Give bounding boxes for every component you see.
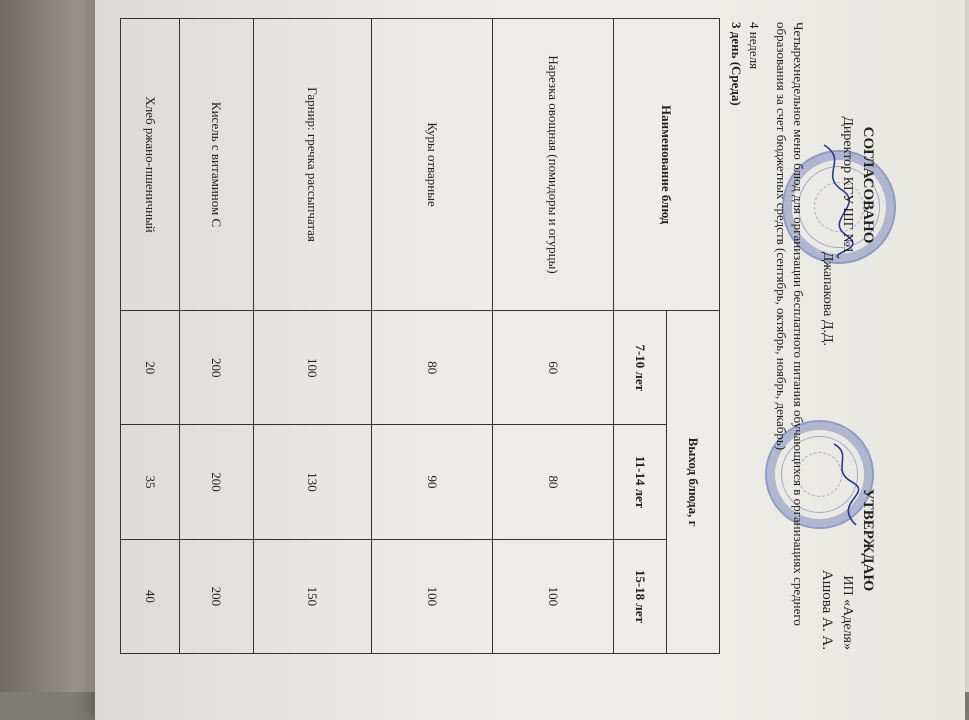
portion-output-header: Выход блюда, г bbox=[666, 311, 719, 654]
director-title: Директор КГУ ШГ №1 bbox=[840, 116, 855, 254]
dish-name: Кисель с витамином С bbox=[180, 19, 254, 311]
age-group-header: 11-14 лет bbox=[613, 425, 666, 539]
company-name: ИП «Аделя» bbox=[840, 575, 855, 650]
director-name: Джапакова Д.Д. bbox=[820, 251, 835, 346]
table-row bbox=[253, 19, 371, 654]
dish-name: Гарнир: гречка рассыпчатая bbox=[253, 19, 371, 311]
day-label: 3 день (Среда) bbox=[729, 22, 744, 106]
portion-value: 35 bbox=[121, 425, 180, 539]
menu-document bbox=[22, 10, 882, 660]
portion-value: 200 bbox=[180, 311, 254, 425]
table-row bbox=[371, 19, 492, 654]
table-row bbox=[492, 19, 613, 654]
portion-value: 150 bbox=[253, 539, 371, 653]
week-label: 4 неделя bbox=[747, 22, 762, 70]
approver-name: Ашова А. А. bbox=[819, 569, 835, 650]
portion-value: 80 bbox=[371, 311, 492, 425]
portion-value: 60 bbox=[492, 311, 613, 425]
agreement-heading: СОГЛАСОВАНО bbox=[860, 126, 876, 244]
dish-name: Нарезка овощная (помидоры и огурцы) bbox=[492, 19, 613, 311]
dish-name: Хлеб ржано-пшеничный bbox=[121, 19, 180, 311]
approval-heading: УТВЕРЖДАЮ bbox=[860, 488, 876, 592]
portion-value: 200 bbox=[180, 539, 254, 653]
portion-value: 40 bbox=[121, 539, 180, 653]
approval-block bbox=[818, 430, 876, 650]
portion-value: 100 bbox=[492, 539, 613, 653]
dish-name: Куры отварные bbox=[371, 19, 492, 311]
age-group-header: 15-18 лет bbox=[613, 539, 666, 653]
portion-value: 90 bbox=[371, 425, 492, 539]
portion-value: 100 bbox=[253, 311, 371, 425]
agreement-block bbox=[819, 20, 876, 350]
age-group-header: 7-10 лет bbox=[613, 311, 666, 425]
portion-value: 80 bbox=[492, 425, 613, 539]
table-row bbox=[180, 19, 254, 654]
portion-value: 100 bbox=[371, 539, 492, 653]
portion-value: 200 bbox=[180, 425, 254, 539]
menu-table bbox=[120, 18, 720, 654]
table-row bbox=[121, 19, 180, 654]
portion-value: 130 bbox=[253, 425, 371, 539]
portion-value: 20 bbox=[121, 311, 180, 425]
dish-name-header: Наименование блюд bbox=[613, 19, 719, 311]
menu-title: Четырехнедельное меню блюд для организации бесплатного питания обучающихся в организациях среднего образования за счет бюджетных средств (сентябрь, октябрь, ноябрь, декабрь) bbox=[774, 22, 806, 626]
